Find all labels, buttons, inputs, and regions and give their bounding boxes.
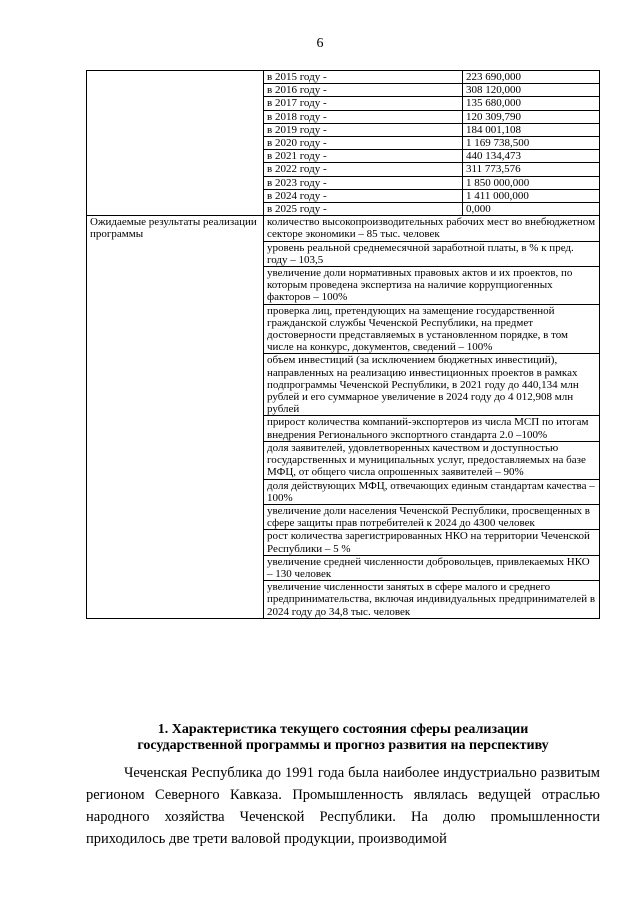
funding-year: в 2015 году - [264, 71, 463, 84]
funding-year: в 2020 году - [264, 137, 463, 150]
funding-year: в 2025 году - [264, 203, 463, 216]
result-item: проверка лиц, претендующих на замещение государственной гражданской службы Чеченской Республики, на предмет достоверности представляемых в установленном порядке, в том числе на конкурс, документов, сведений – 100% [264, 304, 600, 354]
section-title-line-2: государственной программы и прогноз развития на перспективу [137, 738, 549, 753]
section-title [86, 722, 600, 754]
funding-year: в 2019 году - [264, 123, 463, 136]
funding-amount: 440 134,473 [463, 150, 600, 163]
page-number: 6 [316, 36, 324, 51]
funding-amount: 311 773,576 [463, 163, 600, 176]
results-label: Ожидаемые результаты реализации программы [87, 216, 264, 619]
funding-year: в 2023 году - [264, 176, 463, 189]
funding-amount: 1 850 000,000 [463, 176, 600, 189]
result-item: рост количества зарегистрированных НКО на территории Чеченской Республики – 5 % [264, 530, 600, 555]
funding-amount: 223 690,000 [463, 71, 600, 84]
result-item: доля заявителей, удовлетворенных качеством и доступностью государственных и муниципальных услуг, предоставляемых на базе МФЦ, от общего числа опрошенных заявителей – 90% [264, 441, 600, 479]
result-item: увеличение средней численности добровольцев, привлекаемых НКО – 130 человек [264, 555, 600, 580]
funding-amount: 1 169 738,500 [463, 137, 600, 150]
funding-year: в 2017 году - [264, 97, 463, 110]
funding-year: в 2018 году - [264, 110, 463, 123]
funding-amount: 120 309,790 [463, 110, 600, 123]
result-row [87, 216, 600, 241]
result-item: увеличение доли нормативных правовых актов и их проектов, по которым проведена экспертиза на наличие коррупциогенных факторов – 100% [264, 267, 600, 305]
funding-amount: 0,000 [463, 203, 600, 216]
funding-year: в 2016 году - [264, 84, 463, 97]
program-passport-table [86, 70, 600, 619]
funding-amount: 184 001,108 [463, 123, 600, 136]
funding-amount: 135 680,000 [463, 97, 600, 110]
result-item: количество высокопроизводительных рабочих мест во внебюджетном секторе экономики – 85 тыс. человек [264, 216, 600, 241]
funding-amount: 1 411 000,000 [463, 189, 600, 202]
body-paragraph: Чеченская Республика до 1991 года была наиболее индустриально развитым регионом Северного Кавказа. Промышленность являлась ведущей отраслью народного хозяйства Чеченской Республики. На долю промышленности приходилось две трети валовой продукции, производимой [86, 765, 600, 847]
funding-year: в 2021 году - [264, 150, 463, 163]
result-item: увеличение численности занятых в сфере малого и среднего предпринимательства, включая индивидуальных предпринимателей в 2024 году до 34,8 тыс. человек [264, 581, 600, 619]
funding-label-cell [87, 71, 264, 216]
funding-year: в 2024 году - [264, 189, 463, 202]
section-title-line-1: 1. Характеристика текущего состояния сферы реализации [157, 722, 529, 737]
funding-amount: 308 120,000 [463, 84, 600, 97]
result-item: прирост количества компаний-экспортеров из числа МСП по итогам внедрения Регионального экспортного стандарта 2.0 –100% [264, 416, 600, 441]
result-item: уровень реальной среднемесячной заработной платы, в % к пред. году – 103,5 [264, 241, 600, 266]
result-item: увеличение доли населения Чеченской Республики, просвещенных в сфере защиты прав потребителей к 2024 до 4300 человек [264, 504, 600, 529]
result-item: объем инвестиций (за исключением бюджетных инвестиций), направленных на реализацию инвестиционных проектов в рамках подпрограммы Чеченской Республики, в 2021 году до 440,134 млн рублей и его суммарное увеличение в 2024 году до 4 012,908 млн рублей [264, 354, 600, 416]
funding-year: в 2022 году - [264, 163, 463, 176]
result-item: доля действующих МФЦ, отвечающих единым стандартам качества – 100% [264, 479, 600, 504]
funding-row [87, 71, 600, 84]
